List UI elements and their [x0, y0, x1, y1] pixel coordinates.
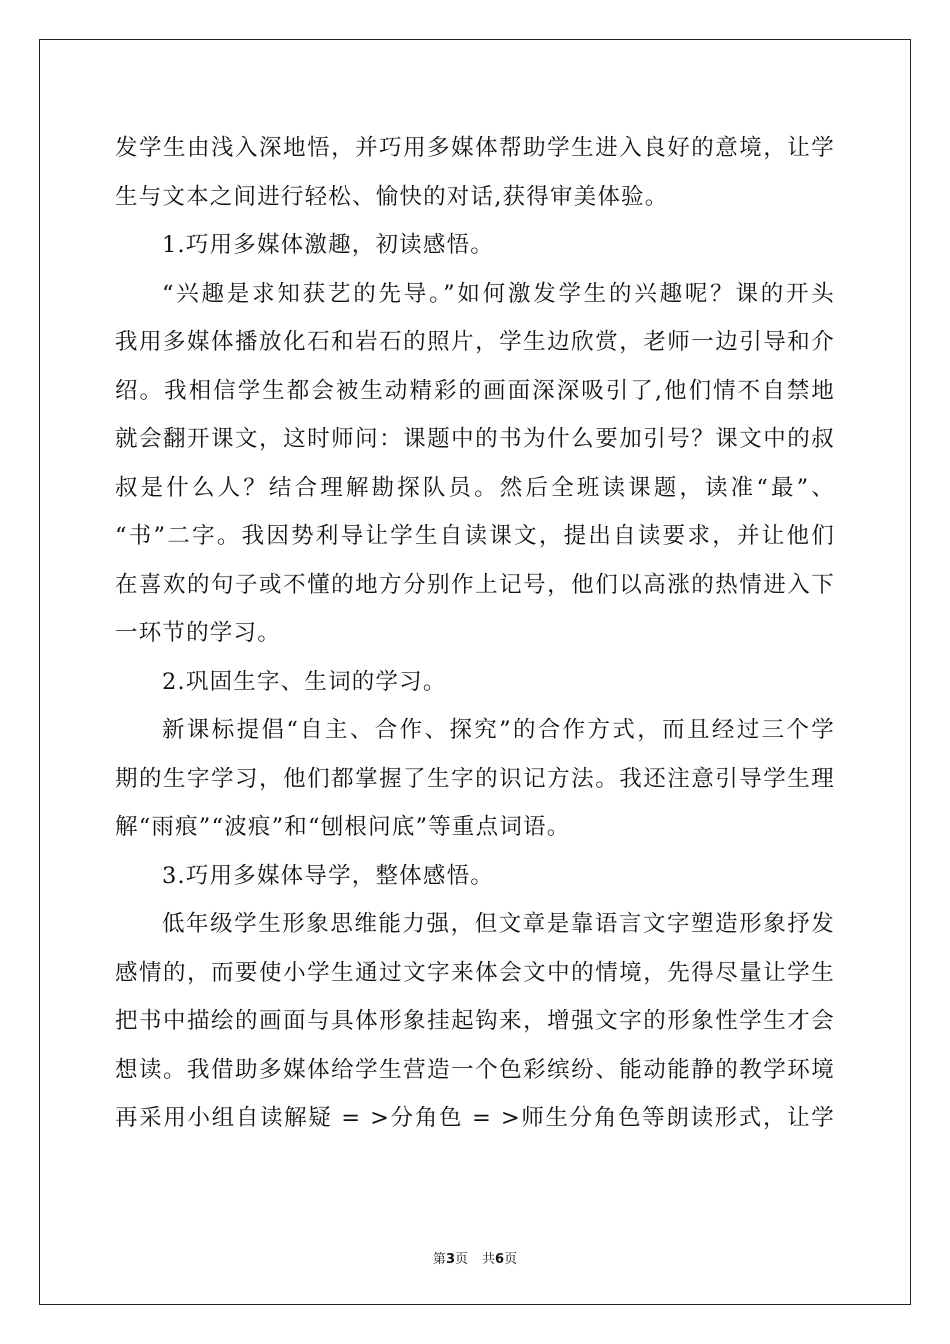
text-line: 我用多媒体播放化石和岩石的照片，学生边欣赏，老师一边引导和介: [115, 329, 835, 355]
section-heading: 1.巧用多媒体激趣，初读感悟。: [162, 232, 494, 258]
text-line: “书”二字。我因势利导让学生自读课文，提出自读要求，并让他们: [115, 523, 835, 549]
text-line: 想读。我借助多媒体给学生营造一个色彩缤纷、能动能静的教学环境: [115, 1056, 835, 1083]
text-line: 期的生字学习，他们都掌握了生字的识记方法。我还注意引导学生理: [115, 765, 835, 792]
footer-prefix: 第: [432, 1252, 446, 1267]
total-page-number: 6: [495, 1252, 505, 1267]
current-page-number: 3: [445, 1252, 455, 1267]
text-line: 绍。我相信学生都会被生动精彩的画面深深吸引了,他们情不自禁地: [115, 377, 835, 404]
footer-total-prefix: 共: [482, 1252, 496, 1267]
document-body: [115, 124, 835, 1143]
footer-total-suffix: 页: [504, 1252, 518, 1267]
text-line: 发学生由浅入深地悟，并巧用多媒体帮助学生进入良好的意境，让学: [115, 135, 835, 161]
section-heading: 3.巧用多媒体导学，整体感悟。: [162, 862, 494, 889]
text-line: 再采用小组自读解疑 = >分角色 = >师生分角色等朗读形式，让学: [115, 1105, 835, 1131]
text-line: 把书中描绘的画面与具体形象挂起钩来，增强文字的形象性学生才会: [115, 1008, 835, 1034]
text-line: 叔是什么人？结合理解勘探队员。然后全班读课题，读准“最”、: [115, 474, 835, 501]
text-line: 新课标提倡“自主、合作、探究”的合作方式，而且经过三个学: [162, 717, 835, 743]
footer-page-word: 页: [454, 1252, 468, 1267]
text-line: 生与文本之间进行轻松、愉快的对话,获得审美体验。: [115, 183, 669, 210]
text-line: “兴趣是求知获艺的先导。”如何激发学生的兴趣呢？课的开头: [162, 280, 835, 307]
text-line: 解“雨痕”“波痕”和“刨根问底”等重点词语。: [115, 814, 571, 840]
text-line: 低年级学生形象思维能力强，但文章是靠语言文字塑造形象抒发: [162, 911, 835, 937]
text-line: 感情的，而要使小学生通过文字来体会文中的情境，先得尽量让学生: [115, 959, 835, 986]
page-footer: [0, 1248, 950, 1267]
text-line: 在喜欢的句子或不懂的地方分别作上记号，他们以高涨的热情进入下: [115, 571, 835, 598]
text-line: 一环节的学习。: [115, 620, 281, 646]
text-line: 就会翻开课文，这时师问：课题中的书为什么要加引号？课文中的叔: [115, 426, 835, 452]
section-heading: 2.巩固生字、生词的学习。: [162, 668, 447, 695]
